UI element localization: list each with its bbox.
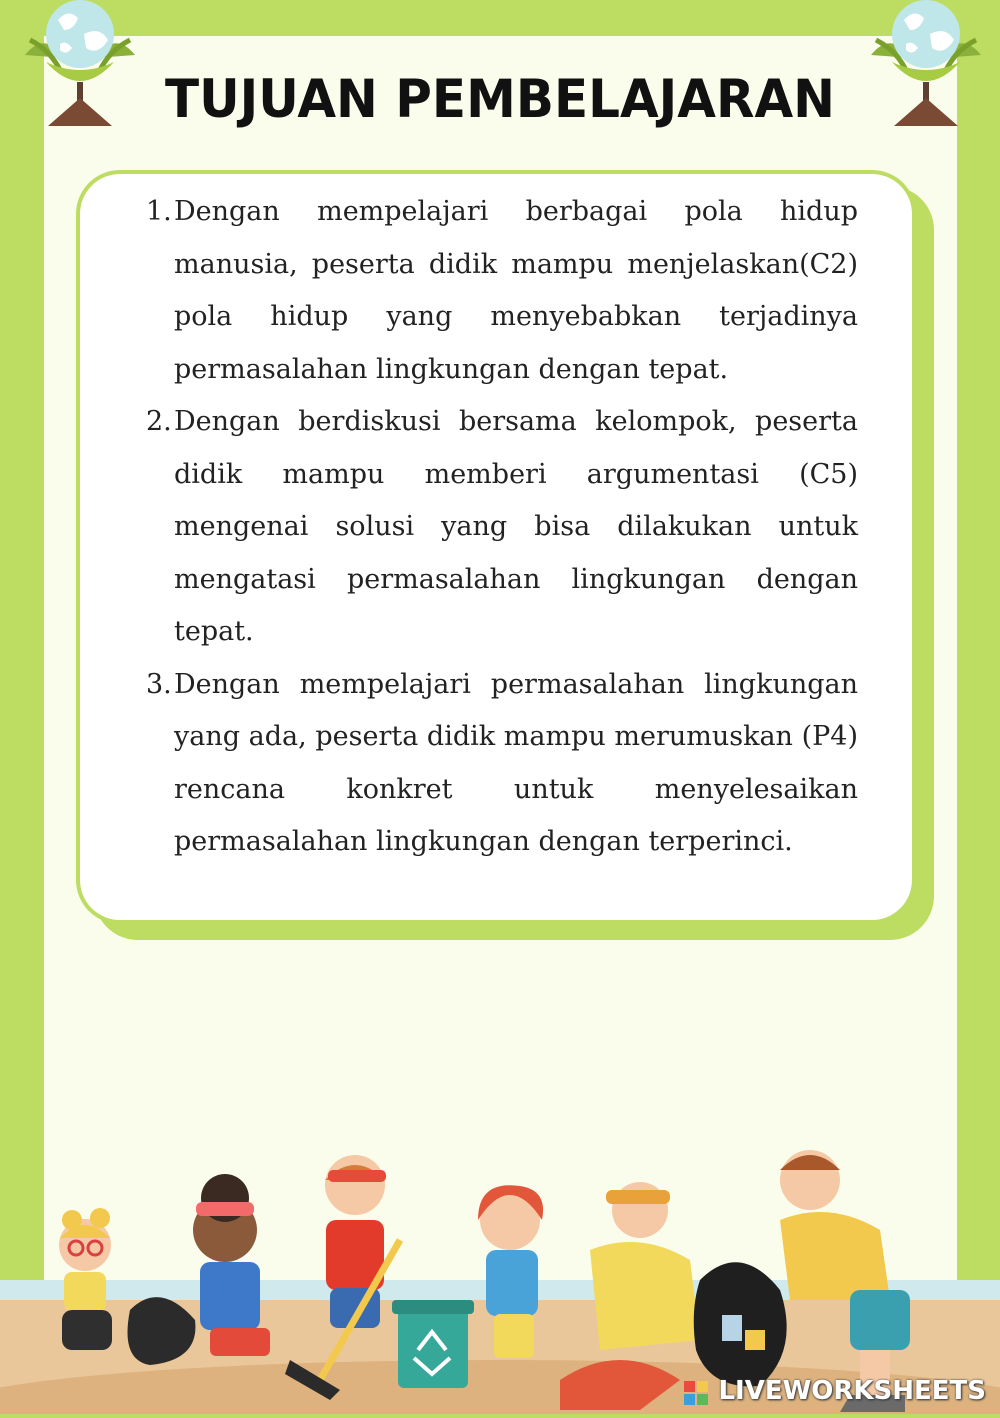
objective-text: Dengan mempelajari berbagai pola hidup manusia, peserta didik mampu menjelaskan(C2) pola hidup yang menyebabkan terjadinya permasalahan lingkungan dengan tepat. xyxy=(174,196,858,385)
objective-item xyxy=(146,396,858,659)
objective-item xyxy=(146,186,858,396)
objectives-list xyxy=(146,186,858,869)
children-cleaning-beach-illustration xyxy=(0,1150,1000,1414)
objective-text: Dengan berdiskusi bersama kelompok, peserta didik mampu memberi argumentasi (C5) mengenai solusi yang bisa dilakukan untuk mengatasi permasalahan lingkungan dengan tepat. xyxy=(174,406,858,647)
objective-item xyxy=(146,659,858,869)
liveworksheets-logo-icon xyxy=(684,1381,708,1405)
objective-number: 3. xyxy=(146,668,172,700)
objective-number: 1. xyxy=(146,196,172,227)
objective-text: Dengan mempelajari permasalahan lingkungan yang ada, peserta didik mampu merumuskan (P4) rencana konkret untuk menyelesaikan permasalahan lingkungan dengan terperinci. xyxy=(174,668,858,857)
objective-number: 2. xyxy=(146,406,172,437)
page-title: TUJUAN PEMBELAJARAN xyxy=(164,68,836,130)
brand-watermark: LIVEWORKSHEETS xyxy=(718,1376,986,1406)
